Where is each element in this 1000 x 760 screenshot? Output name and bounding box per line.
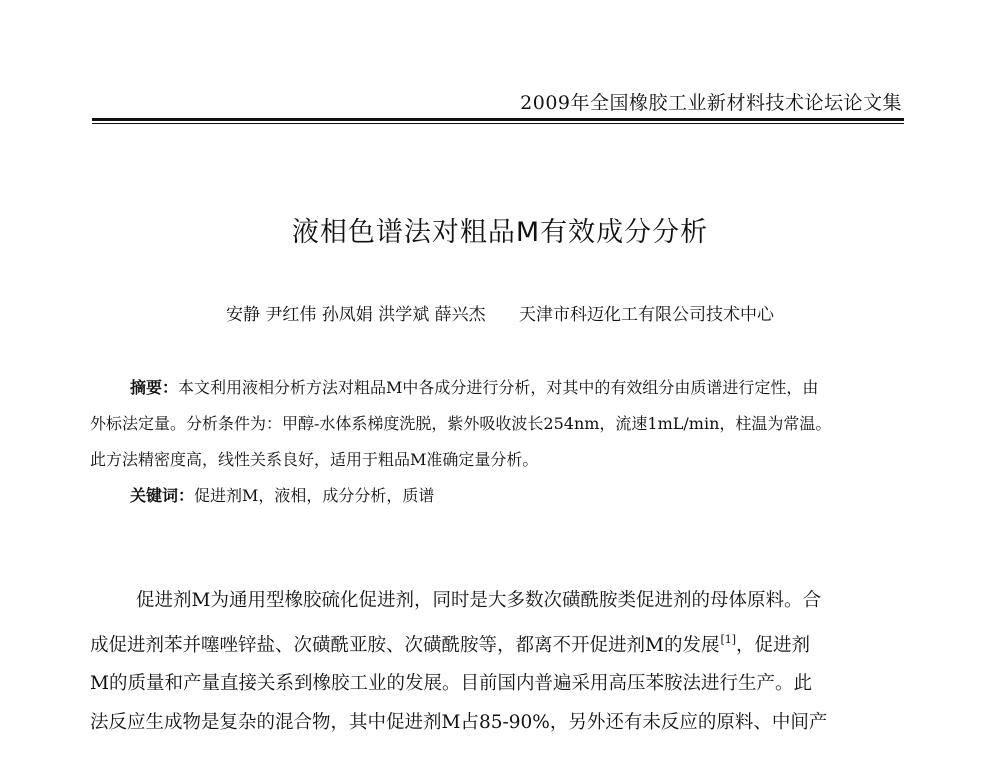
body-line: 促进剂M为通用型橡胶硫化促进剂，同时是大多数次磺酰胺类促进剂的母体原料。合	[136, 590, 821, 611]
abstract-text: 本文利用液相分析方法对粗品M中各成分进行分析，对其中的有效组分由质谱进行定性，由	[178, 378, 819, 397]
body-line	[90, 621, 910, 666]
paper-title: 液相色谱法对粗品M有效成分分析	[291, 217, 709, 248]
header-rule	[92, 118, 904, 121]
affiliation: 天津市科迈化工有限公司技术中心	[519, 305, 775, 325]
author-line	[0, 300, 1000, 325]
abstract-line: 此方法精密度高，线性关系良好，适用于粗品M准确定量分析。	[90, 450, 539, 469]
abstract-line: 外标法定量。分析条件为：甲醇-水体系梯度洗脱，紫外吸收波长254nm，流速1mL/min，柱温为常温。	[90, 414, 832, 433]
header-rule-thin	[92, 123, 904, 124]
citation-marker: [1]	[720, 632, 737, 646]
authors: 安静 尹红伟 孙凤娟 洪学斌 薛兴杰	[225, 305, 486, 325]
abstract-label: 摘要：	[130, 378, 179, 397]
body-line: 法反应生成物是复杂的混合物，其中促进剂M占85-90%，另外还有未反应的原料、中间产	[90, 711, 828, 733]
running-header: 2009年全国橡胶工业新材料技术论坛论文集	[520, 92, 902, 114]
keywords-label: 关键词：	[130, 486, 195, 505]
body-text	[90, 582, 910, 742]
body-line-text: ，促进剂	[736, 634, 811, 656]
body-line-text: 成促进剂苯并噻唑锌盐、次磺酰亚胺、次磺酰胺等，都离不开促进剂M的发展	[90, 634, 720, 656]
keywords-text: 促进剂M，液相，成分分析，质谱	[194, 486, 435, 505]
abstract-line	[90, 370, 910, 406]
abstract-section	[90, 370, 910, 514]
body-line: M的质量和产量直接关系到橡胶工业的发展。目前国内普遍采用高压苯胺法进行生产。此	[90, 673, 812, 694]
keywords-line	[90, 478, 910, 514]
